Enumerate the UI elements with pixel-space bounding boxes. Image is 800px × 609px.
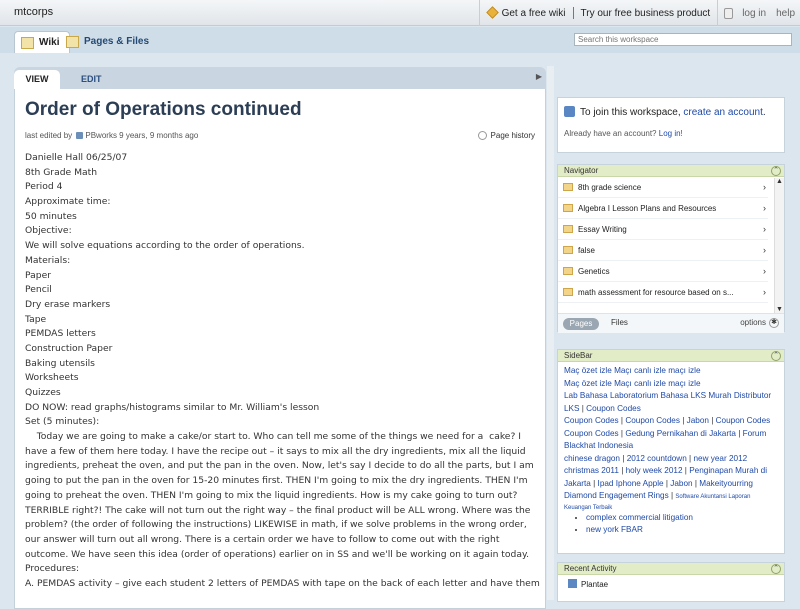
options-link[interactable]: options bbox=[740, 318, 766, 327]
link-separator: | bbox=[620, 453, 627, 463]
link-separator: | bbox=[590, 478, 598, 488]
page-title: Order of Operations continued bbox=[25, 99, 302, 120]
sidebar-link[interactable]: Software Akuntansi Laporan bbox=[675, 494, 751, 500]
text-line: Set (5 minutes): bbox=[25, 416, 100, 428]
sidebar-link-row bbox=[564, 415, 778, 428]
tab-row bbox=[0, 27, 800, 53]
link-separator: | bbox=[668, 491, 676, 500]
text-line: Tape bbox=[25, 313, 47, 325]
sidebar-link[interactable]: Laboratorium Bahasa bbox=[610, 391, 689, 400]
text-line: Materials: bbox=[25, 254, 71, 266]
link-separator: | bbox=[708, 416, 716, 425]
folder-icon bbox=[563, 246, 573, 254]
sidebar-link-row bbox=[564, 465, 778, 478]
login-link-side[interactable]: Log in bbox=[658, 129, 681, 138]
sidebar-bullets bbox=[586, 512, 778, 537]
folder-icon bbox=[563, 204, 573, 212]
text-line: Pencil bbox=[25, 284, 52, 296]
help-link[interactable]: help bbox=[776, 7, 795, 19]
main-content bbox=[14, 67, 546, 607]
user-icon bbox=[76, 132, 83, 139]
top-right-links bbox=[479, 0, 800, 26]
get-free-wiki-link[interactable]: Get a free wiki bbox=[480, 7, 573, 19]
view-edit-tabs bbox=[14, 67, 546, 89]
sidebar-link[interactable]: Makeityourring bbox=[699, 478, 753, 488]
sidebar-link-row bbox=[564, 478, 778, 491]
sidebar-link[interactable]: new york FBAR bbox=[586, 525, 643, 534]
sidebar-link-row bbox=[564, 504, 778, 512]
sidebar-link[interactable]: LKS bbox=[564, 403, 580, 413]
login-prompt: Already have an account? Log in! bbox=[564, 129, 683, 138]
meta-time: 9 years, 9 months ago bbox=[119, 131, 199, 140]
page-body bbox=[14, 89, 546, 609]
navigator-item-label: false bbox=[578, 246, 595, 255]
chevron-right-icon: › bbox=[763, 245, 766, 255]
text-line: A. PEMDAS activity – give each student 2 letters of PEMDAS with tape on the back of each letter and have them bbox=[25, 578, 540, 590]
chevron-right-icon: › bbox=[763, 266, 766, 276]
navigator-box bbox=[557, 164, 785, 332]
navigator-item-label: 8th grade science bbox=[578, 183, 642, 192]
navigator-item[interactable] bbox=[558, 219, 768, 240]
recent-activity-box bbox=[557, 562, 785, 602]
text-line: Paper bbox=[25, 269, 52, 281]
chevron-right-icon: › bbox=[763, 203, 766, 213]
cube-icon bbox=[486, 6, 498, 18]
sidebar-link[interactable]: Coupon Codes bbox=[586, 403, 641, 413]
sidebar-link[interactable]: Maçı canlı izle bbox=[614, 366, 666, 375]
login-link[interactable]: log in bbox=[742, 7, 767, 19]
expand-arrow-icon[interactable]: ▶ bbox=[535, 72, 542, 81]
sidebar-link[interactable]: Coupon Codes bbox=[564, 416, 619, 425]
sidebar-link-row bbox=[564, 365, 778, 378]
files-toggle[interactable]: Files bbox=[611, 318, 628, 327]
sidebar-link[interactable]: Jabon bbox=[686, 416, 709, 425]
collapse-icon[interactable]: ⌃ bbox=[771, 564, 781, 574]
sidebar-link[interactable]: Maçı canlı izle bbox=[614, 378, 666, 388]
sidebar-header: SideBar ⌃ bbox=[558, 350, 784, 362]
tab-view[interactable]: VIEW bbox=[14, 70, 60, 89]
sidebar-box bbox=[557, 349, 785, 554]
sidebar-link[interactable]: holy week 2012 bbox=[625, 466, 683, 475]
folder-icon bbox=[563, 267, 573, 275]
tab-edit[interactable]: EDIT bbox=[81, 74, 102, 84]
text-line: Construction Paper bbox=[25, 342, 113, 354]
link-separator: | bbox=[618, 428, 626, 438]
sidebar-bullet bbox=[586, 512, 778, 525]
link-separator: | bbox=[618, 416, 626, 425]
sidebar-link[interactable]: Maç özet izle bbox=[564, 378, 612, 388]
text-line: Danielle Hall 06/25/07 bbox=[25, 152, 128, 163]
link-separator: | bbox=[663, 478, 671, 488]
sidebar-link[interactable]: Distributor bbox=[733, 391, 772, 400]
link-separator: | bbox=[735, 428, 743, 438]
sidebar-link[interactable]: Gedung Pernikahan di Jakarta bbox=[625, 428, 736, 438]
user-add-icon bbox=[564, 106, 575, 117]
recent-activity-header: Recent Activity ⌃ bbox=[558, 563, 784, 575]
chevron-right-icon: › bbox=[763, 182, 766, 192]
text-line: We will solve equations according to the order of operations. bbox=[25, 240, 305, 252]
text-line: DO NOW: read graphs/histograms similar to Mr. William's lesson bbox=[25, 401, 320, 413]
navigator-item-label: Algebra I Lesson Plans and Resources bbox=[578, 204, 717, 213]
sidebar-link-row bbox=[564, 428, 778, 441]
text-lines-tail bbox=[25, 562, 540, 591]
chevron-right-icon: › bbox=[763, 287, 766, 297]
text-line: Procedures: bbox=[25, 563, 80, 575]
navigator-item-label: Essay Writing bbox=[578, 225, 627, 234]
sidebar-link[interactable]: chinese dragon bbox=[564, 453, 620, 463]
sidebar-link[interactable]: LKS Murah bbox=[690, 391, 732, 400]
sidebar-link[interactable]: Jakarta bbox=[564, 478, 591, 488]
text-line: Approximate time: bbox=[25, 196, 111, 208]
wiki-icon bbox=[21, 37, 34, 49]
collapse-icon[interactable]: ⌃ bbox=[771, 351, 781, 361]
sidebar-link[interactable]: Diamond Engagement Rings bbox=[564, 491, 669, 500]
text-line: Period 4 bbox=[25, 181, 63, 193]
folder-icon bbox=[563, 288, 573, 296]
pages-toggle[interactable]: Pages bbox=[563, 318, 599, 330]
top-bar bbox=[0, 0, 800, 26]
sidebar-link-row bbox=[564, 390, 778, 403]
link-separator: | bbox=[686, 453, 694, 463]
sidebar-link[interactable]: Maç özet izle bbox=[564, 366, 612, 375]
page-icon bbox=[568, 579, 577, 588]
navigator-item[interactable] bbox=[558, 198, 768, 219]
divider bbox=[717, 0, 718, 26]
pages-icon bbox=[66, 36, 79, 48]
sidebar-link-row bbox=[564, 490, 778, 504]
tab-wiki[interactable]: Wiki bbox=[14, 31, 70, 53]
sidebar-link[interactable]: Coupon Codes bbox=[625, 416, 680, 425]
text-line: Quizzes bbox=[25, 387, 61, 398]
search-input[interactable] bbox=[574, 33, 792, 46]
scroll-down-icon[interactable]: ▼ bbox=[776, 306, 783, 313]
sidebar-link-row bbox=[564, 378, 778, 391]
gear-icon[interactable]: ✱ bbox=[769, 318, 779, 328]
sidebar-link-row bbox=[564, 403, 778, 416]
scroll-up-icon[interactable]: ▲ bbox=[776, 178, 783, 185]
sidebar-content bbox=[558, 362, 784, 540]
navigator-item-label: Genetics bbox=[578, 267, 610, 276]
lock-icon bbox=[724, 8, 733, 19]
sidebar-link[interactable]: Lab Bahasa bbox=[564, 391, 608, 400]
link-separator: | bbox=[682, 466, 690, 475]
navigator-list bbox=[558, 177, 784, 303]
navigator-header: Navigator ⌃ bbox=[558, 165, 784, 177]
link-separator: | bbox=[579, 403, 587, 413]
text-line: Dry erase markers bbox=[25, 298, 111, 310]
page-history-link[interactable]: Page history bbox=[478, 131, 535, 140]
join-workspace-box bbox=[557, 97, 785, 153]
sidebar-link[interactable]: christmas 2011 bbox=[564, 466, 619, 475]
sidebar-link[interactable]: maçı izle bbox=[668, 378, 701, 388]
create-account-link[interactable]: create an account bbox=[683, 107, 763, 118]
navigator-footer bbox=[558, 313, 784, 333]
text-lines bbox=[25, 151, 535, 430]
sidebar-link[interactable]: maçı izle bbox=[668, 366, 701, 375]
collapse-icon[interactable]: ⌃ bbox=[771, 166, 781, 176]
text-line: 8th Grade Math bbox=[25, 166, 98, 178]
navigator-item[interactable] bbox=[558, 261, 768, 282]
sidebar-link[interactable]: Jabon bbox=[670, 478, 693, 488]
meta-prefix: last edited by bbox=[25, 131, 73, 140]
navigator-scrollbar[interactable] bbox=[774, 178, 784, 313]
page-text bbox=[25, 151, 540, 591]
page-meta bbox=[25, 131, 535, 143]
sidebar-link[interactable]: Blackhat Indonesia bbox=[564, 441, 634, 450]
text-line: Objective: bbox=[25, 225, 72, 237]
sidebar-link[interactable]: complex commercial litigation bbox=[586, 512, 693, 522]
sidebar-link[interactable]: Coupon Codes bbox=[564, 428, 619, 438]
recent-item[interactable]: Plantae bbox=[558, 575, 784, 593]
sidebar-link[interactable]: Ipad Iphone Apple bbox=[597, 478, 664, 488]
sidebar-link[interactable]: Penginapan Murah di bbox=[689, 466, 768, 475]
history-icon bbox=[478, 131, 487, 140]
sidebar-link[interactable]: new year 2012 bbox=[693, 453, 748, 463]
sidebar-link-row bbox=[564, 440, 778, 453]
sidebar-link[interactable]: 2012 countdown bbox=[626, 453, 687, 463]
try-business-link[interactable]: Try our free business product bbox=[580, 7, 711, 19]
sidebar-link[interactable]: Coupon Codes bbox=[715, 416, 771, 425]
navigator-item[interactable] bbox=[558, 177, 768, 198]
text-line: Baking utensils bbox=[25, 357, 95, 369]
navigator-item-label: math assessment for resource based on s... bbox=[578, 288, 734, 297]
link-separator: | bbox=[692, 478, 700, 488]
join-text: To join this workspace, create an account. bbox=[564, 106, 778, 118]
navigator-item[interactable] bbox=[558, 240, 768, 261]
folder-icon bbox=[563, 225, 573, 233]
sidebar-link[interactable]: Keuangan Terbaik bbox=[564, 504, 613, 511]
navigator-item[interactable] bbox=[558, 282, 768, 303]
sidebar-link[interactable]: Forum bbox=[742, 428, 767, 438]
sidebar-link-row bbox=[564, 453, 778, 466]
text-line: 50 minutes bbox=[25, 210, 77, 222]
sidebar-bullet bbox=[586, 524, 778, 537]
text-paragraph: Today we are going to make a cake/or start to. Who can tell me some of the things we need for a cake? I have a few of them here today. I have the recipe out – it says to mix all the dry ingredients, mix all the liquid ingredients, preheat the oven, and put the pan in the oven. Now, let's say I decide to do all the parts, but I am going to put the pan in the oven for 15-20 minutes first. THEN I'm going to mix the dry ingredients. THEN I'm going to preheat the oven. THEN I'm going to mix the liquid ingredients. How is my cake going to turn out? TERRIBLE right?! The cake will not turn out the right way – the final product will be ALL wrong. Where was the problem? (the order of following the instructions) LIKEWISE in math, if we solve problems in the wrong order, our answer will turn out all wrong. There is a certain order we have to follow to come out with the right outcome. We have seen this idea (order of operations) earlier on in SS and we'll be working on it again today. bbox=[25, 431, 537, 560]
link-separator: | bbox=[618, 466, 626, 475]
folder-icon bbox=[563, 183, 573, 191]
sidebar-links bbox=[564, 365, 778, 512]
link-separator: | bbox=[679, 416, 687, 425]
chevron-right-icon: › bbox=[763, 224, 766, 234]
page-scrollbar[interactable] bbox=[547, 66, 554, 600]
tab-pages-files[interactable]: Pages & Files bbox=[60, 31, 159, 53]
text-line: Worksheets bbox=[25, 372, 79, 384]
meta-author-link[interactable]: PBworks bbox=[85, 131, 117, 140]
workspace-name[interactable]: mtcorps bbox=[14, 6, 54, 18]
text-line: PEMDAS letters bbox=[25, 328, 96, 340]
